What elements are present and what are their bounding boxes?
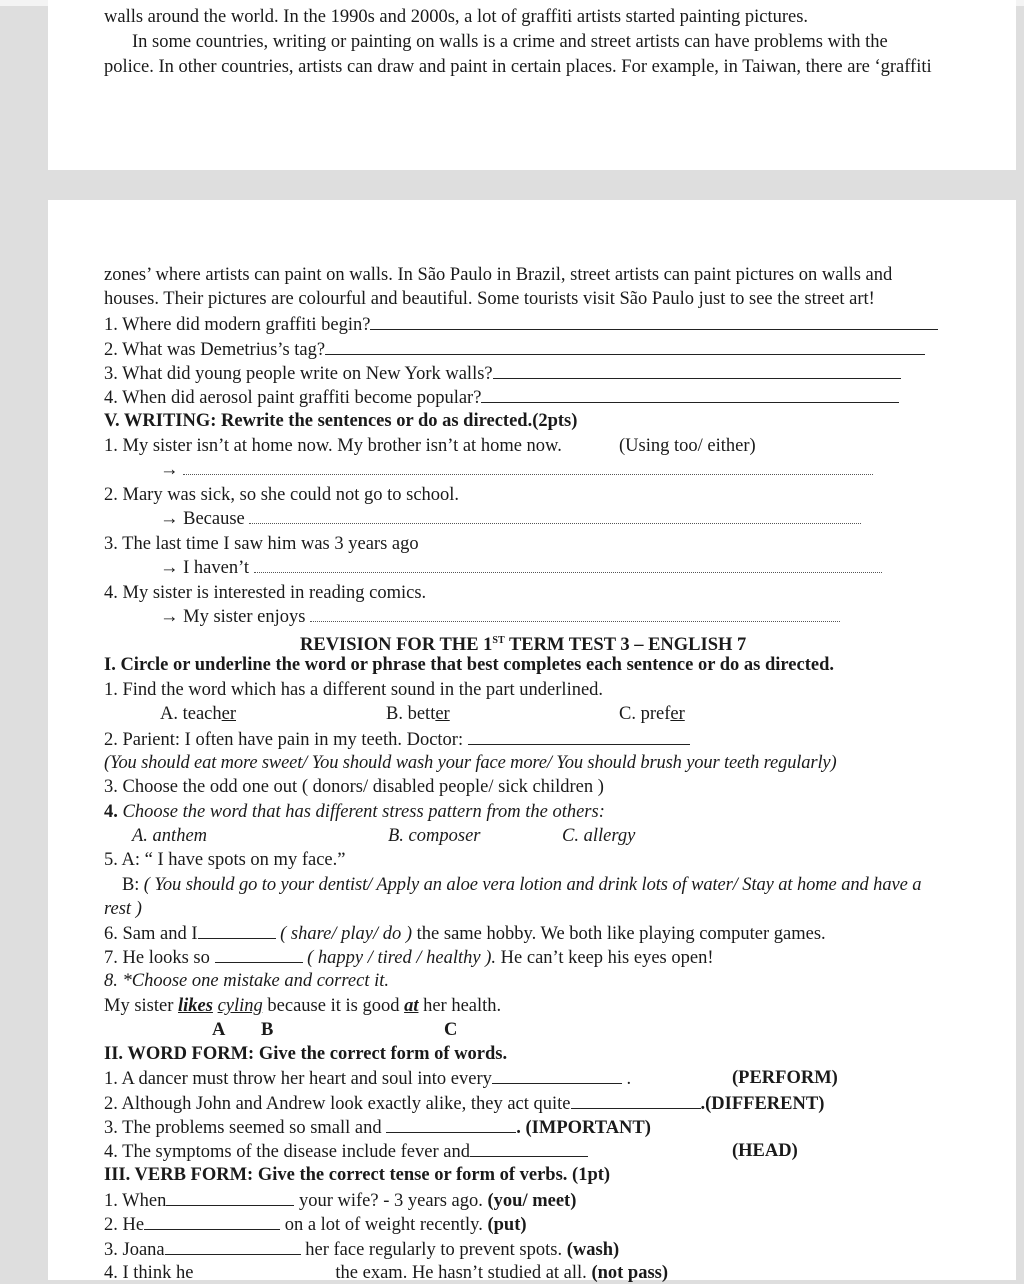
s1-q4-option-a[interactable]: A. anthem xyxy=(132,826,208,846)
answer-blank[interactable] xyxy=(370,313,938,330)
mistake-label-a: A xyxy=(212,1020,226,1040)
s1-q5: 5. A: “ I have spots on my face.” xyxy=(104,850,346,870)
answer-dotted-line[interactable] xyxy=(310,607,840,622)
s1-q4-option-b[interactable]: B. composer xyxy=(388,826,481,846)
answer-blank[interactable] xyxy=(571,1092,701,1109)
s2-q4-word: (HEAD) xyxy=(732,1141,798,1161)
answer-dotted-line[interactable] xyxy=(254,558,882,573)
answer-blank[interactable] xyxy=(165,1238,301,1255)
s1-q4: 4. Choose the word that has different stress pattern from the others: xyxy=(104,802,605,822)
section-heading: II. WORD FORM: Give the correct form of words. xyxy=(104,1044,508,1064)
s1-q3: 3. Choose the odd one out ( donors/ disabled people/ sick children ) xyxy=(104,777,604,797)
question-2: 2. What was Demetrius’s tag? xyxy=(104,338,925,361)
reading-line: houses. Their pictures are colourful and beautiful. Some tourists visit São Paulo just to see the street art! xyxy=(104,289,875,309)
s2-q1-word: (PERFORM) xyxy=(732,1068,838,1088)
answer-blank[interactable] xyxy=(386,1116,516,1133)
s1-q1: 1. Find the word which has a different sound in the part underlined. xyxy=(104,680,604,700)
s1-q4-option-c[interactable]: C. allergy xyxy=(562,826,636,846)
s1-q1-option-a[interactable]: A. teacher xyxy=(160,704,237,724)
question-4: 4. When did aerosol paint graffiti become popular? xyxy=(104,386,899,409)
answer-blank[interactable] xyxy=(481,386,899,403)
s3-q3: 3. Joana her face regularly to prevent spots. (wash) xyxy=(104,1240,620,1260)
answer-blank[interactable] xyxy=(468,728,690,745)
revision-title: REVISION FOR THE 1ST TERM TEST 3 – ENGLISH 7 xyxy=(300,635,747,656)
writing-answer-3: → I haven’t xyxy=(160,557,882,579)
reading-line: walls around the world. In the 1990s and 2000s, a lot of graffiti artists started painting pictures. xyxy=(104,7,809,27)
mistake-option-c[interactable]: at xyxy=(404,996,419,1016)
answer-blank[interactable] xyxy=(493,362,901,379)
s3-q1: 1. When your wife? - 3 years ago. (you/ meet) xyxy=(104,1191,577,1211)
s1-q2-options: (You should eat more sweet/ You should wash your face more/ You should brush your teeth regularly) xyxy=(104,753,837,773)
s2-q2: 2. Although John and Andrew look exactly alike, they act quite .(DIFFERENT) xyxy=(104,1094,825,1114)
s2-q1: 1. A dancer must throw her heart and soul into every . xyxy=(104,1069,632,1089)
s1-q1-option-b[interactable]: B. better xyxy=(386,704,450,724)
s1-q8-sentence: My sister likes cyling because it is good at her health. xyxy=(104,996,502,1016)
mistake-option-b[interactable]: cyling xyxy=(217,996,263,1016)
s2-q3: 3. The problems seemed so small and . (IMPORTANT) xyxy=(104,1118,651,1138)
answer-dotted-line[interactable] xyxy=(183,460,873,475)
question-1: 1. Where did modern graffiti begin? xyxy=(104,313,938,336)
section-heading: III. VERB FORM: Give the correct tense or form of verbs. (1pt) xyxy=(104,1165,611,1185)
reading-line: In some countries, writing or painting on walls is a crime and street artists can have problems with the xyxy=(132,32,888,52)
writing-q1-hint: (Using too/ either) xyxy=(619,436,756,456)
writing-q2: 2. Mary was sick, so she could not go to school. xyxy=(104,485,460,505)
writing-q4: 4. My sister is interested in reading comics. xyxy=(104,583,427,603)
question-3: 3. What did young people write on New York walls? xyxy=(104,362,901,385)
answer-blank[interactable] xyxy=(166,1189,294,1206)
s3-q4: 4. I think he the exam. He hasn’t studied at all. (not pass) xyxy=(104,1263,669,1283)
writing-answer-2: → Because xyxy=(160,508,861,530)
answer-blank[interactable] xyxy=(492,1067,622,1084)
s1-q5-b: B: ( You should go to your dentist/ Apply an aloe vera lotion and drink lots of water/ Stay at home and have a xyxy=(122,875,922,895)
answer-dotted-line[interactable] xyxy=(249,509,861,524)
reading-line: zones’ where artists can paint on walls. In São Paulo in Brazil, street artists can paint pictures on walls and xyxy=(104,265,893,285)
s1-q7: 7. He looks so ( happy / tired / healthy ). He can’t keep his eyes open! xyxy=(104,948,714,968)
mistake-option-a[interactable]: likes xyxy=(178,996,213,1016)
reading-line: police. In other countries, artists can draw and paint in certain places. For example, in Taiwan, there are ‘graffiti xyxy=(104,57,932,77)
answer-blank[interactable] xyxy=(325,338,925,355)
answer-blank[interactable] xyxy=(198,922,276,939)
s3-q2: 2. He on a lot of weight recently. (put) xyxy=(104,1215,527,1235)
s1-q6: 6. Sam and I ( share/ play/ do ) the same hobby. We both like playing computer games. xyxy=(104,924,826,944)
s1-q1-option-c[interactable]: C. prefer xyxy=(619,704,685,724)
s1-q8: 8. *Choose one mistake and correct it. xyxy=(104,971,389,991)
writing-q1: 1. My sister isn’t at home now. My brother isn’t at home now. xyxy=(104,436,562,456)
answer-blank[interactable] xyxy=(144,1213,280,1230)
answer-blank[interactable] xyxy=(470,1140,588,1157)
section-heading: V. WRITING: Rewrite the sentences or do as directed.(2pts) xyxy=(104,411,578,431)
mistake-label-b: B xyxy=(261,1020,274,1040)
s1-q5-b-cont: rest ) xyxy=(104,899,142,919)
writing-q3: 3. The last time I saw him was 3 years ago xyxy=(104,534,419,554)
writing-answer-4: → My sister enjoys xyxy=(160,606,840,628)
s1-q2: 2. Parient: I often have pain in my teeth. Doctor: xyxy=(104,728,690,751)
section-heading: I. Circle or underline the word or phrase that best completes each sentence or do as directed. xyxy=(104,655,834,675)
mistake-label-c: C xyxy=(444,1020,458,1040)
s2-q4: 4. The symptoms of the disease include fever and xyxy=(104,1140,588,1163)
answer-blank[interactable] xyxy=(215,946,303,963)
writing-answer-1: → xyxy=(160,459,873,481)
